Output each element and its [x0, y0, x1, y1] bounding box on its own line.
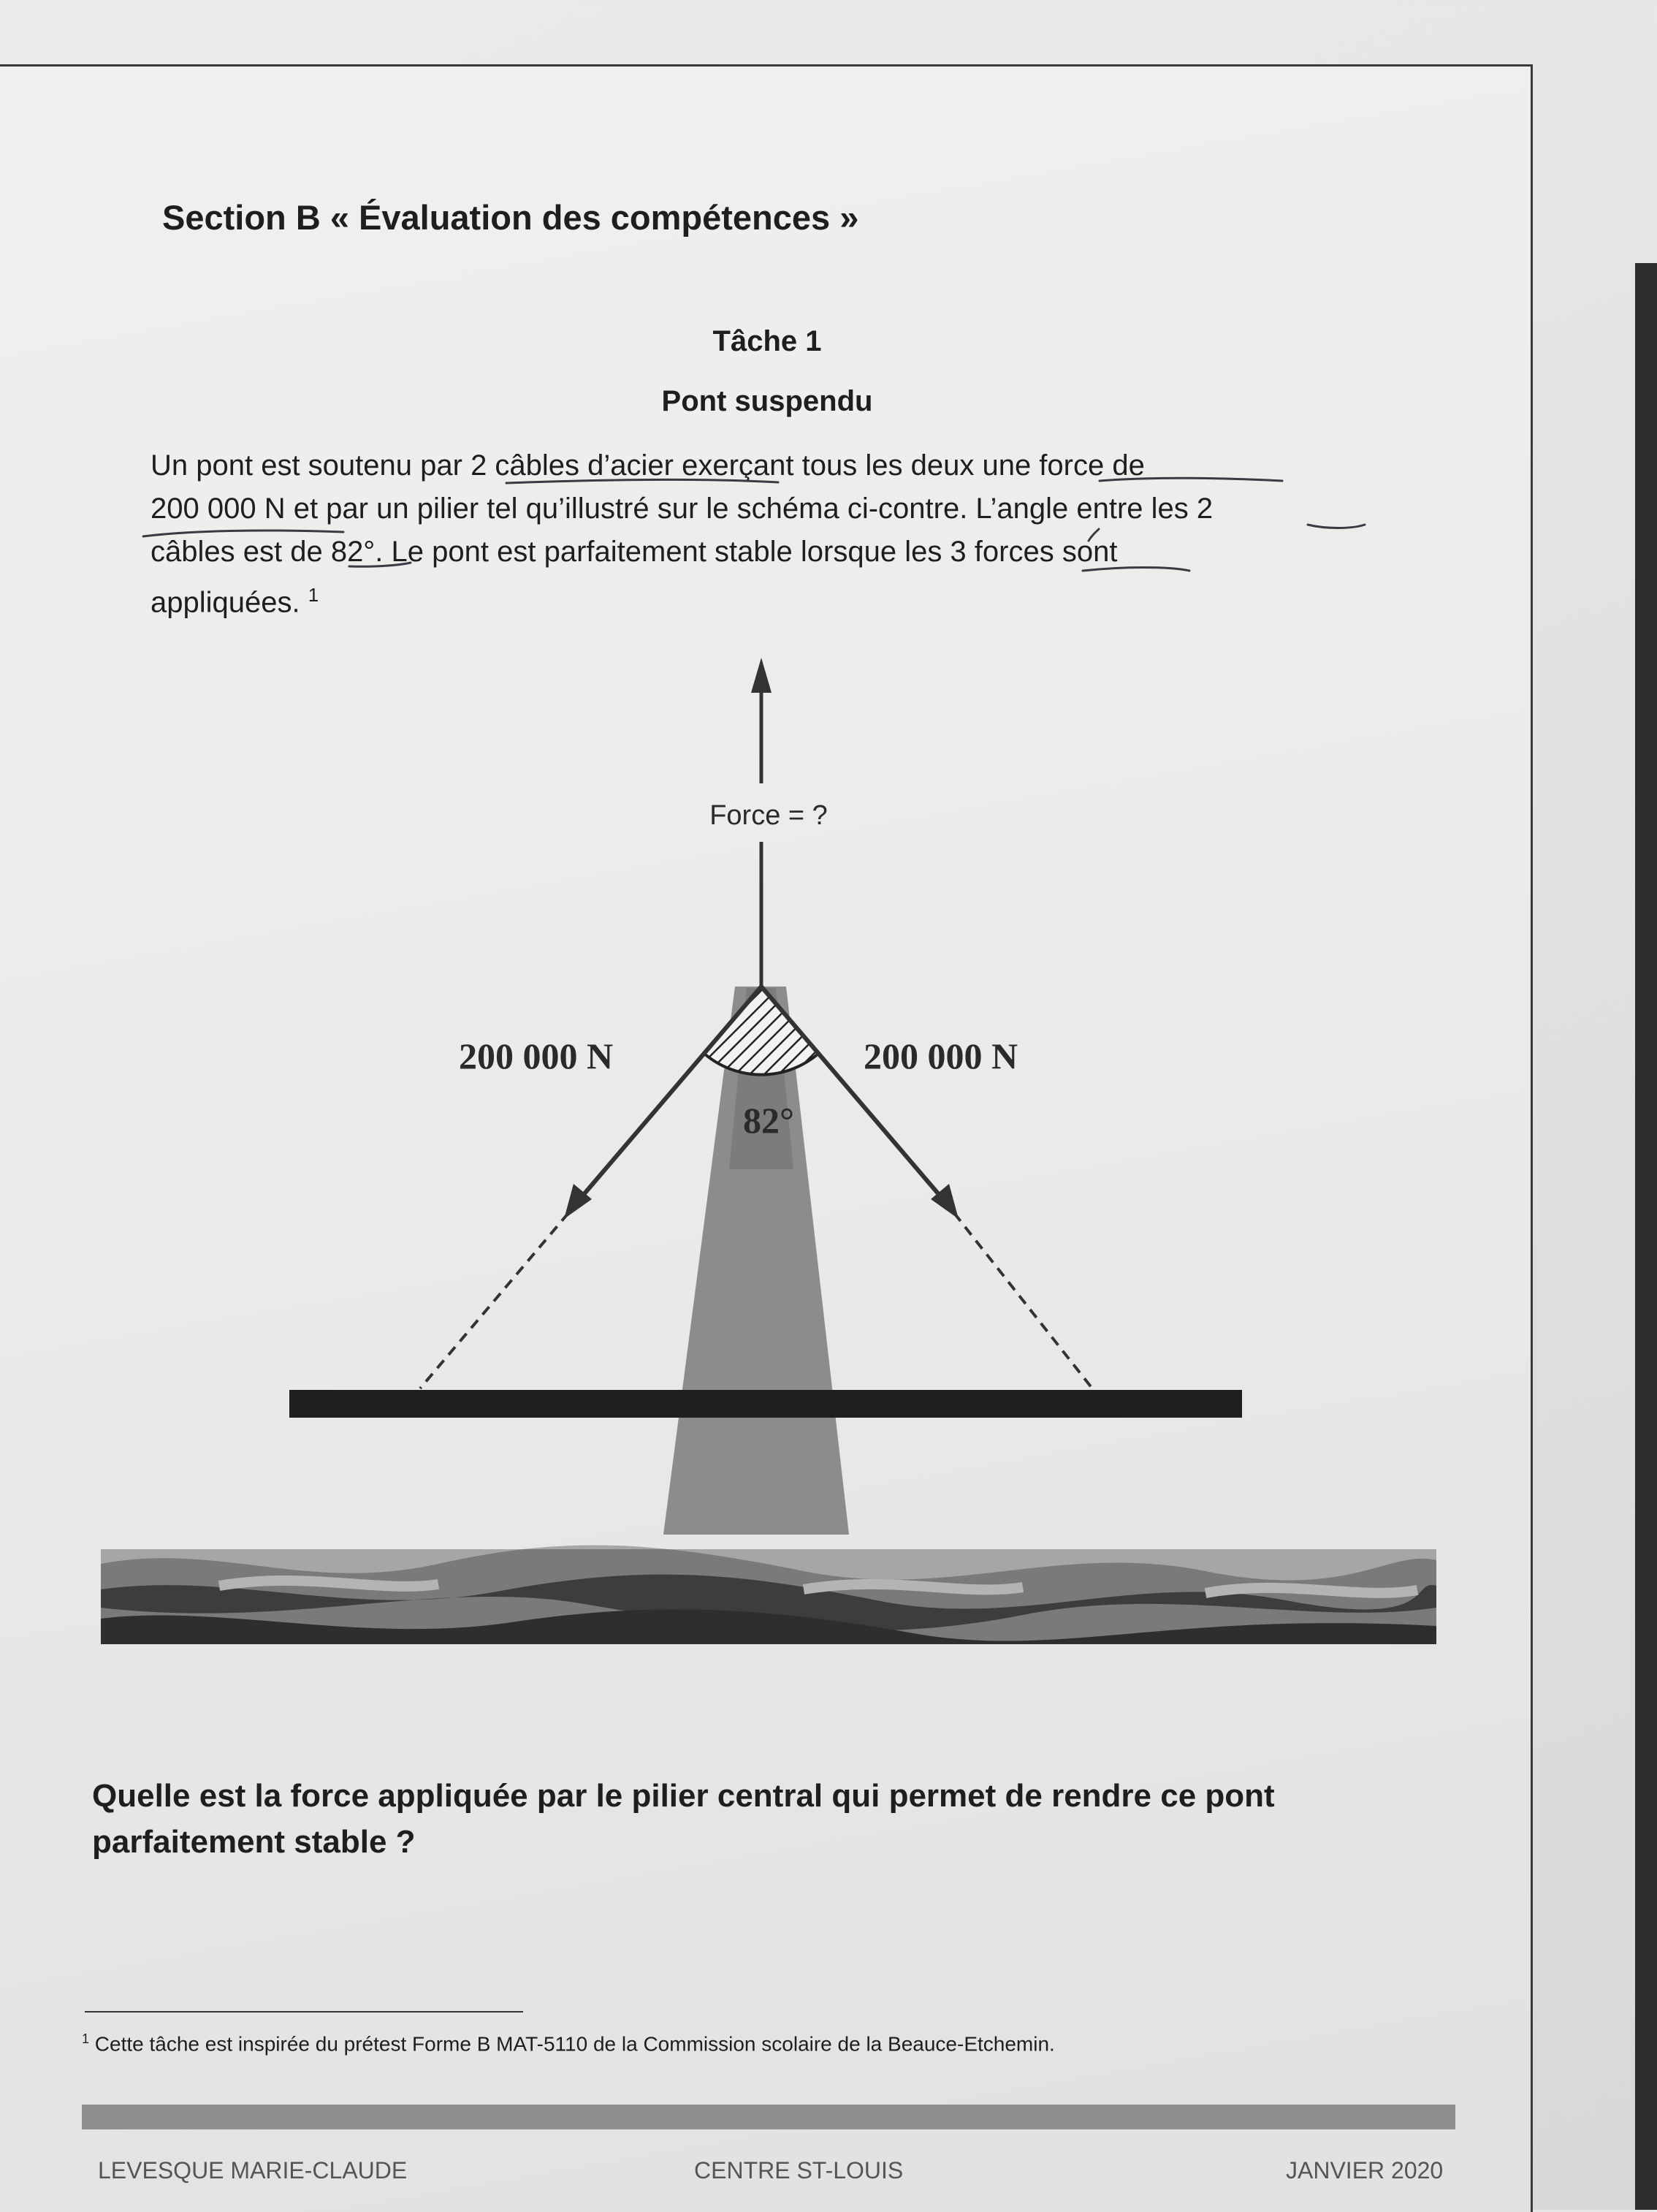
water-waves: [101, 1546, 1436, 1644]
footnote: [82, 2032, 1055, 2056]
footnote-divider: [85, 2011, 523, 2013]
intro-line: 200 000 N et par un pilier tel qu’illustré sur le schéma ci-contre. L’angle entre les 2: [151, 493, 1214, 525]
footnote-text: Cette tâche est inspirée du prétest Forme B MAT-5110 de la Commission scolaire de la Beauce-Etchemin.: [94, 2032, 1055, 2056]
question-line: parfaitement stable ?: [92, 1824, 416, 1860]
force-label: Force = ?: [709, 800, 828, 831]
footer-author: LEVESQUE MARIE-CLAUDE: [98, 2157, 408, 2184]
question-line: Quelle est la force appliquée par le pilier central qui permet de rendre ce pont: [92, 1778, 1275, 1814]
pen-underline-marks: [143, 478, 1365, 571]
intro-line-text: appliquées.: [151, 586, 300, 619]
footer-band: [82, 2105, 1455, 2129]
question: [92, 1773, 1275, 1865]
right-cable-dashed: [954, 1213, 1092, 1388]
footer-date: JANVIER 2020: [1286, 2157, 1444, 2184]
footnote-reference: 1: [308, 584, 319, 606]
task-title: Tâche 1: [712, 325, 822, 357]
right-force-label: 200 000 N: [864, 1035, 1018, 1076]
upward-arrowhead: [751, 658, 772, 693]
footer-center: CENTRE ST-LOUIS: [694, 2157, 904, 2184]
left-force-label: 200 000 N: [459, 1035, 614, 1076]
left-cable-dashed: [420, 1213, 568, 1388]
bridge-deck: [289, 1390, 1242, 1418]
intro-line: Un pont est soutenu par 2 câbles d’acier exerçant tous les deux une force de: [151, 449, 1145, 482]
footnote-marker: 1: [82, 2032, 90, 2046]
angle-label: 82°: [743, 1100, 794, 1141]
task-subtitle: Pont suspendu: [661, 385, 873, 417]
intro-line: câbles est de 82°. Le pont est parfaitement stable lorsque les 3 forces sont: [151, 536, 1118, 568]
section-title: Section B « Évaluation des compétences »: [162, 198, 859, 237]
